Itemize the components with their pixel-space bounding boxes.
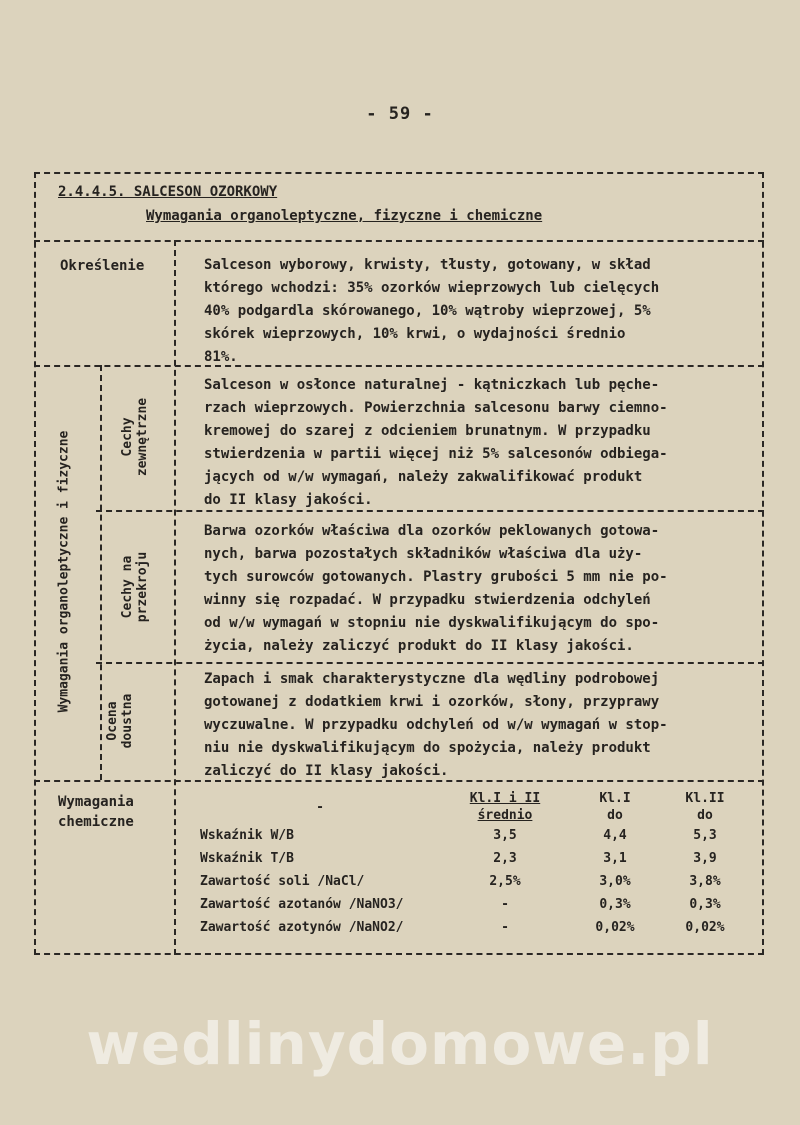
table-row bbox=[200, 870, 750, 893]
table-cell: 2,5% bbox=[489, 874, 521, 889]
table-header-row bbox=[200, 790, 750, 824]
table-cell: Wskaźnik W/B bbox=[200, 828, 294, 843]
table-cell: Zawartość azotynów /NaNO2/ bbox=[200, 920, 404, 935]
column-header: Kl.I do bbox=[599, 791, 631, 823]
table-cell: Zawartość azotanów /NaNO3/ bbox=[200, 897, 404, 912]
table-cell: 0,02% bbox=[685, 920, 725, 935]
table-cell: 3,0% bbox=[599, 874, 631, 889]
table-cell: 3,5 bbox=[493, 828, 517, 843]
cross-section-label: Cechy na przekroju bbox=[120, 551, 150, 623]
chemical-label: Wymagania chemiczne bbox=[58, 794, 134, 830]
watermark: wedlinydomowe.pl bbox=[86, 1010, 714, 1078]
table-cell: 0,3% bbox=[599, 897, 631, 912]
table-cell: 4,4 bbox=[603, 828, 627, 843]
cross-section-text: Barwa ozorków właściwa dla ozorków peklowanych gotowa- nych, barwa pozostałych składników właściwa dla uży- tych surowców gotowanych. Plastry grubości 5 mm nie po- winny się rozpadać. W przypadku stwierdzenia odchyleń od w/w wymagań w stopniu nie dyskwalifikującym do spo- życia, należy zaliczyć produkt do II klasy jakości. bbox=[204, 523, 668, 654]
section-title: 2.4.4.5. SALCESON OZORKOWY bbox=[58, 184, 278, 200]
column-header: Kl.II do bbox=[685, 791, 725, 823]
column-header: Kl.I i II średnio bbox=[469, 791, 541, 823]
divider bbox=[96, 662, 764, 664]
divider bbox=[100, 365, 102, 780]
external-features-label: Cechy zewnętrzne bbox=[120, 397, 150, 477]
table-cell: - bbox=[501, 897, 509, 912]
organoleptic-group-label: Wymagania organoleptyczne i fizyczne bbox=[56, 430, 72, 713]
definition-text: Salceson wyborowy, krwisty, tłusty, gotowany, w skład którego wchodzi: 35% ozorków wieprzowych lub cielęcych 40% podgardla skórowanego, 10% wątroby wieprzowej, 5% skórek wieprzowych, 10% krwi, o wydajności średnio 81%. bbox=[204, 257, 660, 365]
taste-evaluation-text: Zapach i smak charakterystyczne dla wędliny podrobowej gotowanej z dodatkiem krwi i ozorków, słony, przyprawy wyczuwalne. W przypadku odchyleń od w/w wymagań w stop- niu nie dyskwalifikującym do spożycia, należy produkt zaliczyć do II klasy jakości. bbox=[204, 671, 668, 779]
table-cell: - bbox=[501, 920, 509, 935]
table-row bbox=[200, 893, 750, 916]
table-cell: 5,3 bbox=[693, 828, 717, 843]
table-cell: Zawartość soli /NaCl/ bbox=[200, 874, 365, 889]
chemical-table bbox=[200, 790, 750, 939]
table-cell: 0,3% bbox=[689, 897, 721, 912]
requirements-subtitle: Wymagania organoleptyczne, fizyczne i chemiczne bbox=[146, 208, 543, 224]
definition-label: Określenie bbox=[60, 258, 145, 274]
table-cell: 3,8% bbox=[689, 874, 721, 889]
divider bbox=[34, 240, 764, 242]
table-cell: Wskaźnik T/B bbox=[200, 851, 294, 866]
column-header: - bbox=[316, 799, 324, 815]
table-cell: 2,3 bbox=[493, 851, 517, 866]
external-features-text: Salceson w osłonce naturalnej - kątniczkach lub pęche- rzach wieprzowych. Powierzchnia salcesonu barwy ciemno- kremowej do szarej z odcieniem brunatnym. W przypadku stwierdzenia w partii więcej niż 5% salcesonów odbiega- jących od w/w wymagań, należy zakwalifikować produkt do II klasy jakości. bbox=[204, 377, 668, 508]
table-cell: 3,1 bbox=[603, 851, 627, 866]
page-number: - 59 - bbox=[366, 104, 434, 124]
table-row bbox=[200, 824, 750, 847]
table-row bbox=[200, 916, 750, 939]
table-cell: 0,02% bbox=[595, 920, 635, 935]
table-row bbox=[200, 847, 750, 870]
divider bbox=[174, 240, 176, 955]
table-cell: 3,9 bbox=[693, 851, 717, 866]
taste-evaluation-label: Ocena doustna bbox=[105, 693, 135, 749]
